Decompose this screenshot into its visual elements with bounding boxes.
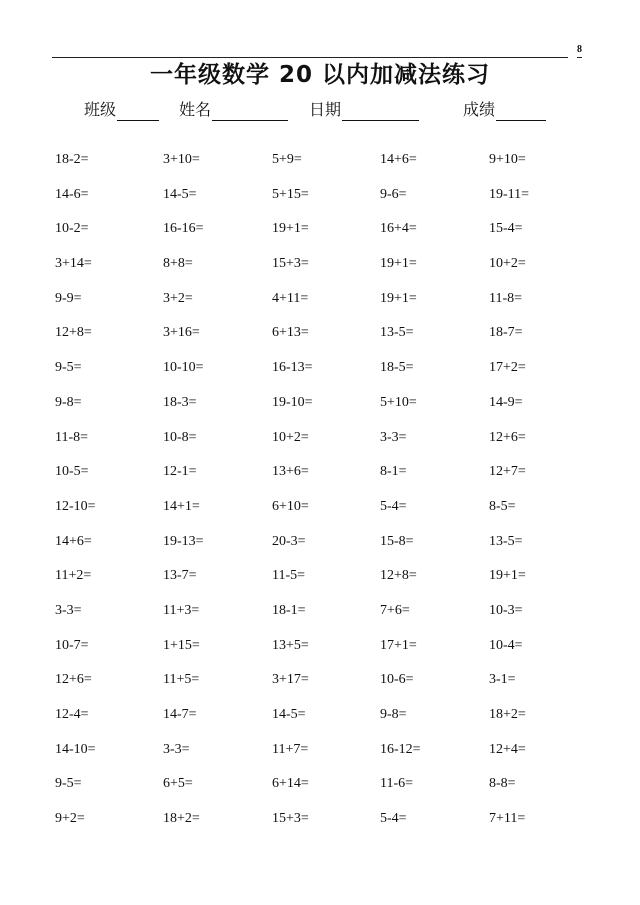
problem-row	[55, 740, 615, 775]
problem-item: 16+4=	[380, 221, 417, 237]
problem-item: 5-4=	[380, 811, 407, 827]
problem-item: 19+1=	[489, 568, 526, 584]
problem-item: 11+3=	[163, 602, 200, 618]
problem-item: 13-5=	[489, 533, 523, 549]
problem-row	[55, 774, 615, 809]
problem-item: 19+1=	[380, 290, 417, 306]
problem-row	[55, 185, 615, 220]
problem-item: 12+4=	[489, 741, 526, 757]
problem-item: 14-10=	[55, 741, 96, 757]
problem-item: 15-4=	[489, 221, 523, 237]
problem-row	[55, 358, 615, 393]
problem-item: 13-7=	[163, 568, 197, 584]
problem-item: 3-3=	[55, 602, 82, 618]
problem-item: 15-8=	[380, 533, 414, 549]
problem-item: 14-6=	[55, 186, 89, 202]
problem-item: 18-2=	[55, 152, 89, 167]
problem-item: 12+8=	[380, 568, 417, 584]
problem-item: 19+1=	[272, 221, 309, 237]
problem-item: 11-8=	[489, 290, 523, 306]
problem-item: 5+9=	[272, 152, 302, 167]
problem-grid	[55, 150, 615, 844]
problem-item: 5-4=	[380, 498, 407, 514]
problem-row	[55, 428, 615, 463]
problem-item: 12+6=	[489, 429, 526, 445]
date-field[interactable]	[309, 99, 419, 121]
problem-row	[55, 289, 615, 324]
problem-item: 5+10=	[380, 394, 417, 410]
problem-row	[55, 393, 615, 428]
problem-item: 14-7=	[163, 707, 197, 722]
problem-item: 9-8=	[55, 394, 82, 410]
problem-item: 6+5=	[163, 776, 193, 792]
problem-item: 11-8=	[55, 429, 89, 445]
problem-item: 19-11=	[489, 186, 530, 202]
problem-item: 6+14=	[272, 776, 309, 792]
problem-item: 11+5=	[163, 672, 200, 688]
problem-item: 12-10=	[55, 498, 96, 514]
problem-item: 6+13=	[272, 325, 309, 341]
problem-item: 14+1=	[163, 498, 200, 514]
problem-item: 14+6=	[380, 152, 417, 167]
problem-item: 15+3=	[272, 811, 309, 827]
problem-item: 9-6=	[380, 186, 407, 202]
problem-row	[55, 670, 615, 705]
problem-item: 16-16=	[163, 221, 204, 237]
problem-item: 8-1=	[380, 464, 407, 480]
problem-item: 10-2=	[55, 221, 89, 237]
problem-item: 11-5=	[272, 568, 306, 584]
problem-item: 12+6=	[55, 672, 92, 688]
student-info-row	[0, 99, 640, 123]
problem-item: 19-13=	[163, 533, 204, 549]
problem-item: 3+14=	[55, 256, 92, 272]
problem-item: 12-1=	[163, 464, 197, 480]
problem-row	[55, 219, 615, 254]
problem-item: 3+16=	[163, 325, 200, 341]
date-blank[interactable]	[342, 103, 419, 121]
problem-item: 19+1=	[380, 256, 417, 272]
problem-item: 3+10=	[163, 152, 200, 167]
problem-item: 17+2=	[489, 360, 526, 376]
class-blank[interactable]	[117, 103, 159, 121]
page-number: 8	[577, 44, 582, 58]
problem-item: 1+15=	[163, 637, 200, 653]
problem-item: 16-12=	[380, 741, 421, 757]
problem-item: 7+6=	[380, 602, 410, 618]
date-label: 日期	[309, 100, 342, 119]
problem-row	[55, 254, 615, 289]
problem-item: 3-3=	[380, 429, 407, 445]
problem-item: 4+11=	[272, 290, 309, 306]
problem-item: 8+8=	[163, 256, 193, 272]
problem-row	[55, 705, 615, 740]
problem-row	[55, 636, 615, 671]
problem-item: 18-3=	[163, 394, 197, 410]
problem-item: 3+17=	[272, 672, 309, 688]
problem-item: 9-8=	[380, 707, 407, 722]
problem-item: 10-7=	[55, 637, 89, 653]
problem-item: 12+7=	[489, 464, 526, 480]
problem-item: 3+2=	[163, 290, 193, 306]
name-field[interactable]	[179, 99, 288, 121]
problem-item: 11-6=	[380, 776, 414, 792]
problem-item: 14-9=	[489, 394, 523, 410]
worksheet-title: 一年级数学 20 以内加减法练习	[149, 62, 491, 88]
problem-item: 14-5=	[163, 186, 197, 202]
problem-item: 18+2=	[163, 811, 200, 827]
problem-row	[55, 601, 615, 636]
problem-item: 6+10=	[272, 498, 309, 514]
problem-item: 14+6=	[55, 533, 92, 549]
header-rule	[52, 57, 568, 58]
problem-row	[55, 809, 615, 844]
problem-row	[55, 497, 615, 532]
class-label: 班级	[84, 100, 117, 119]
problem-row	[55, 150, 615, 185]
problem-item: 10+2=	[272, 429, 309, 445]
problem-item: 13-5=	[380, 325, 414, 341]
problem-item: 18-7=	[489, 325, 523, 341]
problem-item: 13+6=	[272, 464, 309, 480]
problem-item: 3-1=	[489, 672, 516, 688]
problem-item: 18+2=	[489, 707, 526, 722]
problem-row	[55, 323, 615, 358]
problem-item: 9-5=	[55, 360, 82, 376]
problem-item: 18-1=	[272, 602, 306, 618]
name-label: 姓名	[179, 100, 212, 119]
problem-item: 10-5=	[55, 464, 89, 480]
problem-item: 10-10=	[163, 360, 204, 376]
problem-item: 7+11=	[489, 811, 526, 827]
problem-item: 9+10=	[489, 152, 526, 167]
problem-item: 10-3=	[489, 602, 523, 618]
problem-item: 15+3=	[272, 256, 309, 272]
problem-item: 10+2=	[489, 256, 526, 272]
problem-item: 9-5=	[55, 776, 82, 792]
class-field[interactable]	[84, 99, 159, 121]
problem-item: 10-6=	[380, 672, 414, 688]
problem-item: 12+8=	[55, 325, 92, 341]
problem-item: 12-4=	[55, 707, 89, 722]
problem-item: 17+1=	[380, 637, 417, 653]
score-field[interactable]	[463, 99, 546, 121]
problem-row	[55, 566, 615, 601]
problem-item: 10-8=	[163, 429, 197, 445]
problem-item: 13+5=	[272, 637, 309, 653]
problem-item: 19-10=	[272, 394, 313, 410]
problem-item: 5+15=	[272, 186, 309, 202]
problem-item: 8-8=	[489, 776, 516, 792]
problem-item: 3-3=	[163, 741, 190, 757]
problem-item: 10-4=	[489, 637, 523, 653]
problem-item: 11+2=	[55, 568, 92, 584]
problem-item: 8-5=	[489, 498, 516, 514]
problem-row	[55, 532, 615, 567]
problem-item: 9-9=	[55, 290, 82, 306]
problem-row	[55, 462, 615, 497]
problem-item: 16-13=	[272, 360, 313, 376]
problem-item: 9+2=	[55, 811, 85, 827]
problem-item: 11+7=	[272, 741, 309, 757]
problem-item: 14-5=	[272, 707, 306, 722]
problem-item: 20-3=	[272, 533, 306, 549]
name-blank[interactable]	[212, 103, 288, 121]
score-label: 成绩	[463, 100, 496, 119]
score-blank[interactable]	[496, 103, 546, 121]
problem-item: 18-5=	[380, 360, 414, 376]
